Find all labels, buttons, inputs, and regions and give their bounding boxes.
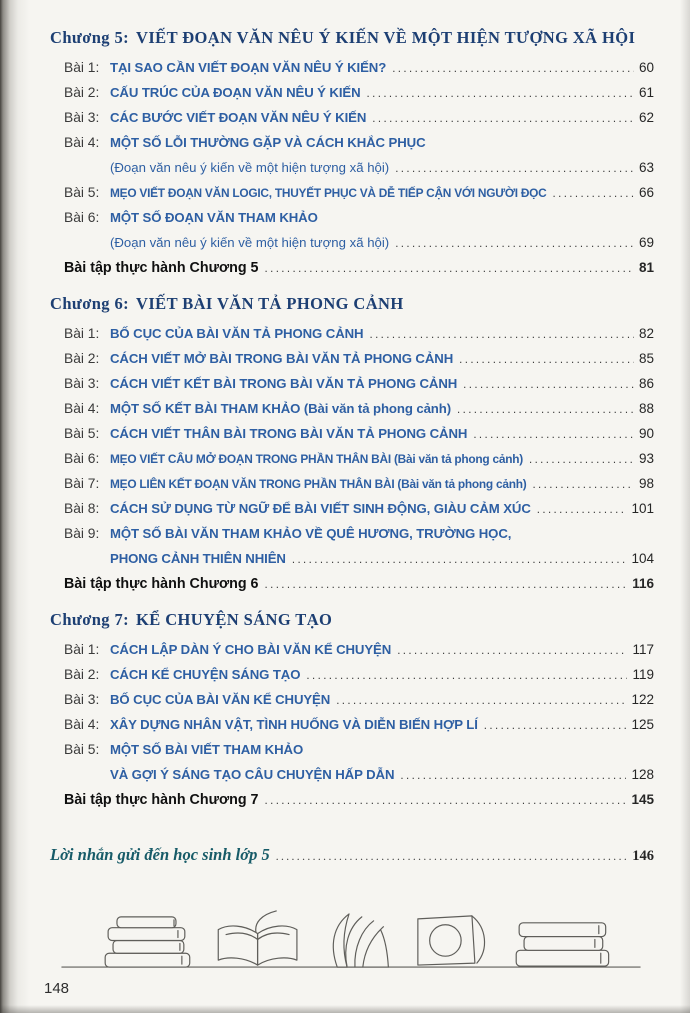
lesson-label: Bài 5: [64,742,100,757]
page-ref: 146 [632,848,654,864]
lesson-label: Bài 3: [64,376,100,391]
lesson-title: BỐ CỤC CỦA BÀI VĂN TẢ PHONG CẢNH [110,326,364,341]
chapter-title: KỂ CHUYỆN SÁNG TẠO [136,610,333,629]
lesson-label: Bài 6: [64,210,100,225]
page-ref: 101 [631,501,654,516]
toc-entry-continuation [110,155,654,180]
lesson-label: Bài 5: [64,185,100,200]
dot-leader [265,257,634,282]
lesson-label: Bài 2: [64,85,100,100]
page-ref: 66 [638,185,654,200]
page-ref: 61 [638,85,654,100]
chapter-label: Chương 6: [50,294,130,313]
page-ref: 85 [638,351,654,366]
lesson-title: MỘT SỐ LỖI THƯỜNG GẶP VÀ CÁCH KHẮC PHỤC [110,135,426,150]
toc-entry [64,180,654,205]
page-ref: 82 [638,326,654,341]
dot-leader [463,373,634,398]
toc-entry-continuation [110,546,654,571]
page-ref: 128 [631,767,654,782]
dot-leader [395,157,634,182]
page-ref: 116 [632,576,654,591]
lesson-label: Bài 3: [64,692,100,707]
page-ref: 81 [638,260,654,275]
chapter-title: VIẾT ĐOẠN VĂN NÊU Ý KIẾN VỀ MỘT HIỆN TƯỢNG XÃ HỘI [136,28,636,47]
lesson-title: MỘT SỐ BÀI VIẾT THAM KHẢO [110,742,304,757]
practice-label: Bài tập thực hành Chương 7 [64,792,259,808]
toc-entry [64,687,654,712]
toc-entry [64,130,654,155]
lesson-label: Bài 4: [64,135,100,150]
dot-leader [336,689,626,714]
lesson-subtitle: (Đoạn văn nêu ý kiến về một hiện tượng xã hội) [110,160,390,175]
lesson-subtitle: (Đoạn văn nêu ý kiến về một hiện tượng xã hội) [110,235,390,250]
dot-leader [457,398,634,423]
dot-leader [553,182,634,207]
lesson-title: CÁCH VIẾT KẾT BÀI TRONG BÀI VĂN TẢ PHONG CẢNH [110,376,458,391]
toc-entry [64,396,654,421]
toc-entry [64,446,654,471]
toc-entry [64,371,654,396]
dot-leader [532,473,634,498]
toc-entry [64,496,654,521]
dot-leader [395,232,634,257]
dot-leader [306,664,627,689]
toc-entry [64,105,654,130]
lesson-subtitle: PHONG CẢNH THIÊN NHIÊN [110,551,286,566]
chapter-heading [50,610,654,630]
lesson-label: Bài 2: [64,667,100,682]
page-ref: 62 [638,110,654,125]
dot-leader [473,423,634,448]
dot-leader [484,714,627,739]
page-ref: 117 [632,642,654,657]
page-ref: 88 [638,401,654,416]
lesson-label: Bài 8: [64,501,100,516]
lesson-title: CẤU TRÚC CỦA ĐOẠN VĂN NÊU Ý KIẾN [110,85,361,100]
page-bottom-edge [0,1005,690,1013]
dot-leader [400,764,626,789]
practice-row [64,571,654,596]
lesson-label: Bài 1: [64,642,100,657]
lesson-title: CÁCH KỂ CHUYỆN SÁNG TẠO [110,667,301,682]
page-ref: 60 [638,60,654,75]
lesson-label: Bài 5: [64,426,100,441]
toc-entry [64,712,654,737]
page-ref: 125 [631,717,654,732]
toc-entry [64,80,654,105]
dot-leader [276,844,628,870]
page-ref: 119 [632,667,654,682]
closing-row [50,842,654,870]
page-number: 148 [44,980,70,997]
chapter-label: Chương 5: [50,28,130,47]
lesson-title: XÂY DỰNG NHÂN VẬT, TÌNH HUỐNG VÀ DIỄN BIẾN HỢP LÍ [110,717,478,732]
lesson-label: Bài 7: [64,476,100,491]
chapter-heading [50,28,654,48]
lesson-title: CÁC BƯỚC VIẾT ĐOẠN VĂN NÊU Ý KIẾN [110,110,367,125]
page-ref: 93 [638,451,654,466]
dot-leader [529,448,634,473]
dot-leader [397,639,627,664]
toc-entry [64,321,654,346]
dot-leader [459,348,634,373]
page-ref: 90 [638,426,654,441]
dot-leader [367,82,634,107]
toc-entry [64,637,654,662]
toc-entry [64,662,654,687]
lesson-subtitle: VÀ GỢI Ý SÁNG TẠO CÂU CHUYỆN HẤP DẪN [110,767,395,782]
lesson-label: Bài 4: [64,401,100,416]
page-ref: 69 [638,235,654,250]
lesson-title: MỘT SỐ ĐOẠN VĂN THAM KHẢO [110,210,318,225]
footer-illustration [48,896,654,988]
practice-row [64,255,654,280]
chapter-heading [50,294,654,314]
closing-label: Lời nhắn gửi đến học sinh lớp 5 [50,845,270,864]
lesson-title: BỐ CỤC CỦA BÀI VĂN KỂ CHUYỆN [110,692,331,707]
page-ref: 104 [631,551,654,566]
lesson-label: Bài 6: [64,451,100,466]
lesson-label: Bài 4: [64,717,100,732]
lesson-label: Bài 1: [64,326,100,341]
dot-leader [369,323,634,348]
lesson-title: MẸO VIẾT ĐOẠN VĂN LOGIC, THUYẾT PHỤC VÀ DỄ TIẾP CẬN VỚI NGƯỜI ĐỌC [110,186,547,200]
toc-entry [64,471,654,496]
practice-row [64,787,654,812]
chapter-title: VIẾT BÀI VĂN TẢ PHONG CẢNH [136,294,404,313]
lesson-title: MỘT SỐ BÀI VĂN THAM KHẢO VỀ QUÊ HƯƠNG, TRƯỜNG HỌC, [110,526,512,541]
lesson-title: MẸO LIÊN KẾT ĐOẠN VĂN TRONG PHẦN THÂN BÀI (Bài văn tả phong cảnh) [110,477,527,491]
lesson-title: CÁCH SỬ DỤNG TỪ NGỮ ĐỂ BÀI VIẾT SINH ĐỘNG, GIÀU CẢM XÚC [110,501,531,516]
lesson-label: Bài 3: [64,110,100,125]
page-ref: 122 [631,692,654,707]
toc-entry [64,346,654,371]
dot-leader [372,107,634,132]
practice-label: Bài tập thực hành Chương 6 [64,576,259,592]
toc-entry [64,205,654,230]
lesson-label: Bài 9: [64,526,100,541]
toc-entry-continuation [110,230,654,255]
dot-leader [392,57,634,82]
lesson-title: CÁCH VIẾT THÂN BÀI TRONG BÀI VĂN TẢ PHONG CẢNH [110,426,468,441]
dot-leader [265,789,627,814]
lesson-title: MẸO VIẾT CÂU MỞ ĐOẠN TRONG PHẦN THÂN BÀI (Bài văn tả phong cảnh) [110,452,523,466]
books-line-drawing-icon [56,896,646,983]
toc-entry [64,421,654,446]
lesson-label: Bài 2: [64,351,100,366]
page-ref: 63 [638,160,654,175]
toc-entry [64,737,654,762]
toc-entry [64,521,654,546]
toc-entry [64,55,654,80]
lesson-label: Bài 1: [64,60,100,75]
lesson-title: CÁCH LẬP DÀN Ý CHO BÀI VĂN KỂ CHUYỆN [110,642,392,657]
page-ref: 98 [638,476,654,491]
page-ref: 86 [638,376,654,391]
chapter-label: Chương 7: [50,610,130,629]
lesson-title: TẠI SAO CẦN VIẾT ĐOẠN VĂN NÊU Ý KIẾN? [110,60,387,75]
page-ref: 145 [631,792,654,807]
lesson-title: CÁCH VIẾT MỞ BÀI TRONG BÀI VĂN TẢ PHONG CẢNH [110,351,454,366]
practice-label: Bài tập thực hành Chương 5 [64,260,259,276]
dot-leader [292,548,627,573]
lesson-title: MỘT SỐ KẾT BÀI THAM KHẢO (Bài văn tả phong cảnh) [110,401,452,416]
dot-leader [537,498,627,523]
toc-entry-continuation [110,762,654,787]
dot-leader [265,573,628,598]
